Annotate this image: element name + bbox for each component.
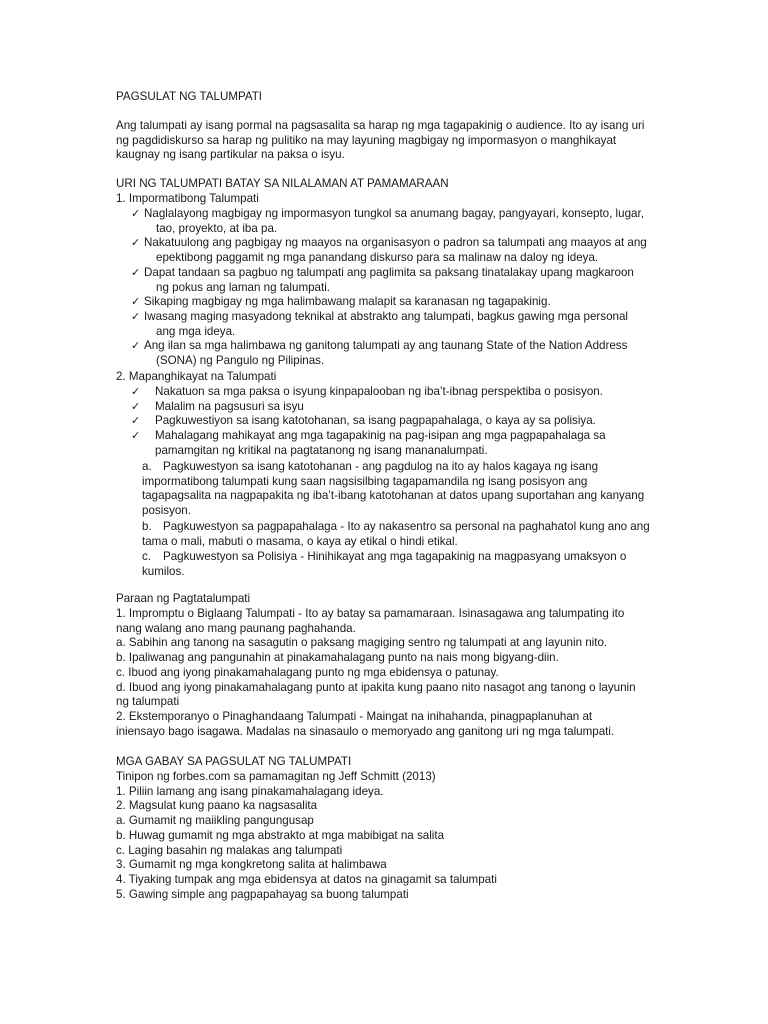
checklist-item-line: Nakatuulong ang pagbigay ng maayos na organisasyon o padron sa talumpati ang maayos at ang [144,236,647,250]
checklist-item-line: Sikaping magbigay ng mga halimbawang malapit sa karanasan ng tagapakinig. [144,295,551,309]
checklist-item-line: Ang ilan sa mga halimbawa ng ganitong talumpati ay ang taunang State of the Nation Address [144,339,628,353]
paraan-line: nang walang ano mang paunang paghahanda. [116,621,356,635]
document-title: PAGSULAT NG TALUMPATI [116,90,263,103]
checklist-item-line: Iwasang maging masyadong teknikal at abstrakto ang talumpati, bagkus gawing mga personal [144,309,629,323]
checklist-item-line: epektibong paggamit ng mga panandang diskurso para sa malinaw na daloy ng ideya. [156,251,599,265]
checklist-item-line: pamamgitan ng kritikal na pagtatanong ng isang mananalumpati. [155,443,488,457]
gabay-line: 1. Piliin lamang ang isang pinakamahalagang ideya. [116,784,384,798]
sub-item-letter: c. [142,550,152,564]
checklist-item-line: Pagkuwestiyon sa isang katotohanan, sa isang pagpapahalaga, o kaya ay sa polisiya. [155,414,596,428]
sub-item-line: posisyon. [142,504,191,518]
type2-heading: 2. Mapanghikayat na Talumpati [116,370,277,383]
checkmark-icon: ✓ [131,414,141,428]
checklist-item-line: Naglalayong magbigay ng impormasyon tungkol sa anumang bagay, pangyayari, konsepto, lugar, [144,207,644,220]
gabay-line: 5. Gawing simple ang pagpapahayag sa buong talumpati [116,887,409,901]
paraan-line: iniensayo bago isagawa. Madalas na sinasaulo o memoryado ang ganitong uri ng mga talumpati. [116,724,615,738]
type1-heading: 1. Impormatibong Talumpati [116,192,259,205]
gabay-line: 4. Tiyaking tumpak ang mga ebidensya at datos na ginagamit sa talumpati [116,872,497,886]
checklist-item-line: tao, proyekto, at iba pa. [156,221,278,235]
sub-item-line: Pagkuwestyon sa Polisiya - Hinihikayat ang mga tagapakinig na magpasyang umaksyon o [163,550,627,564]
checklist-item-line: Mahalagang mahikayat ang mga tagapakinig na pag-isipan ang mga pagpapahalaga sa [155,429,606,443]
checklist-item-line: ang mga ideya. [156,324,236,338]
sub-item-line: Pagkuwestyon sa pagpapahalaga - Ito ay nakasentro sa personal na paghahatol kung ano ang [163,519,650,533]
checkmark-icon: ✓ [131,236,141,250]
section-heading-uri: URI NG TALUMPATI BATAY SA NILALAMAN AT PAMAMARAAN [116,177,449,190]
checkmark-icon: ✓ [131,385,141,398]
checklist-item-line: ng pokus ang laman ng talumpati. [156,280,331,294]
checkmark-icon: ✓ [131,309,141,323]
checklist-item-line: Dapat tandaan sa pagbuo ng talumpati ang paglimita sa paksang tinatalakay upang magkaroon [144,265,634,279]
paraan-line: ng talumpati [116,695,180,709]
paraan-line: 1. Impromptu o Biglaang Talumpati - Ito ay batay sa pamamaraan. Isinasagawa ang talumpating ito [116,607,625,620]
paraan-line: c. Ibuod ang iyong pinakamahalagang punto ng mga ebidensya o patunay. [116,665,499,679]
checkmark-icon: ✓ [131,295,141,309]
checklist-item-line: Nakatuon sa mga paksa o isyung kinpapalooban ng iba’t-ibnag perspektiba o posisyon. [155,385,603,398]
gabay-line: b. Huwag gumamit ng mga abstrakto at mga mabibigat na salita [116,828,445,842]
sub-item-line: impormatibong talumpati kung saan nagsisilbing tagapamandila ng isang posisyon ang [142,474,588,488]
checkmark-icon: ✓ [131,429,141,443]
intro-line: ng pagdidiskurso sa harap ng pulitiko na may layuning magbigay ng impormasyon o manghikayat [116,134,617,147]
sub-item-line: Pagkuwestyon sa isang katotohanan - ang pagdulog na ito ay halos kagaya ng isang [163,460,599,473]
sub-item-letter: b. [142,519,152,533]
checklist-item-line: Malalim na pagsusuri sa isyu [155,399,304,413]
section-heading-gabay: MGA GABAY SA PAGSULAT NG TALUMPATI [116,755,352,768]
checkmark-icon: ✓ [131,399,141,413]
sub-item-line: tagapagsalita na nagpapakita ng iba’t-ibang katotohanan at datos upang suportahan ang kanyang [142,489,645,503]
gabay-line: 3. Gumamit ng mga kongkretong salita at halimbawa [116,858,387,872]
checklist-item-line: (SONA) ng Pangulo ng Pilipinas. [156,354,325,367]
intro-line: kaugnay ng isang partikular na paksa o isyu. [116,148,345,161]
sub-item-line: kumilos. [142,564,185,578]
checkmark-icon: ✓ [131,265,141,279]
paraan-line: b. Ipaliwanag ang pangunahin at pinakamahalagang punto na nais mong bigyang-diin. [116,651,559,665]
intro-line: Ang talumpati ay isang pormal na pagsasalita sa harap ng mga tagapakinig o audience. Ito ay isang uri [116,119,645,132]
checkmark-icon: ✓ [131,339,141,353]
sub-item-line: tama o mali, mabuti o masama, o kaya ay etikal o hindi etikal. [142,534,458,548]
gabay-line: c. Laging basahin ng malakas ang talumpati [116,843,343,857]
gabay-line: a. Gumamit ng maiikling pangungusap [116,814,314,828]
paraan-line: d. Ibuod ang iyong pinakamahalagang punto at ipakita kung paano nito nasagot ang tanong o layunin [116,680,636,694]
paraan-line: a. Sabihin ang tanong na sasagutin o paksang magiging sentro ng talumpati at ang layunin nito. [116,636,608,650]
gabay-line: Tinipon ng forbes.com sa pamamagitan ng Jeff Schmitt (2013) [116,770,436,783]
paraan-line: 2. Ekstemporanyo o Pinaghandaang Talumpati - Maingat na inihahanda, pinagpaplanuhan at [116,709,593,723]
section-heading-paraan: Paraan ng Pagtatalumpati [116,592,251,605]
sub-item-letter: a. [142,460,152,473]
gabay-line: 2. Magsulat kung paano ka nagsasalita [116,799,318,813]
checkmark-icon: ✓ [131,207,141,220]
